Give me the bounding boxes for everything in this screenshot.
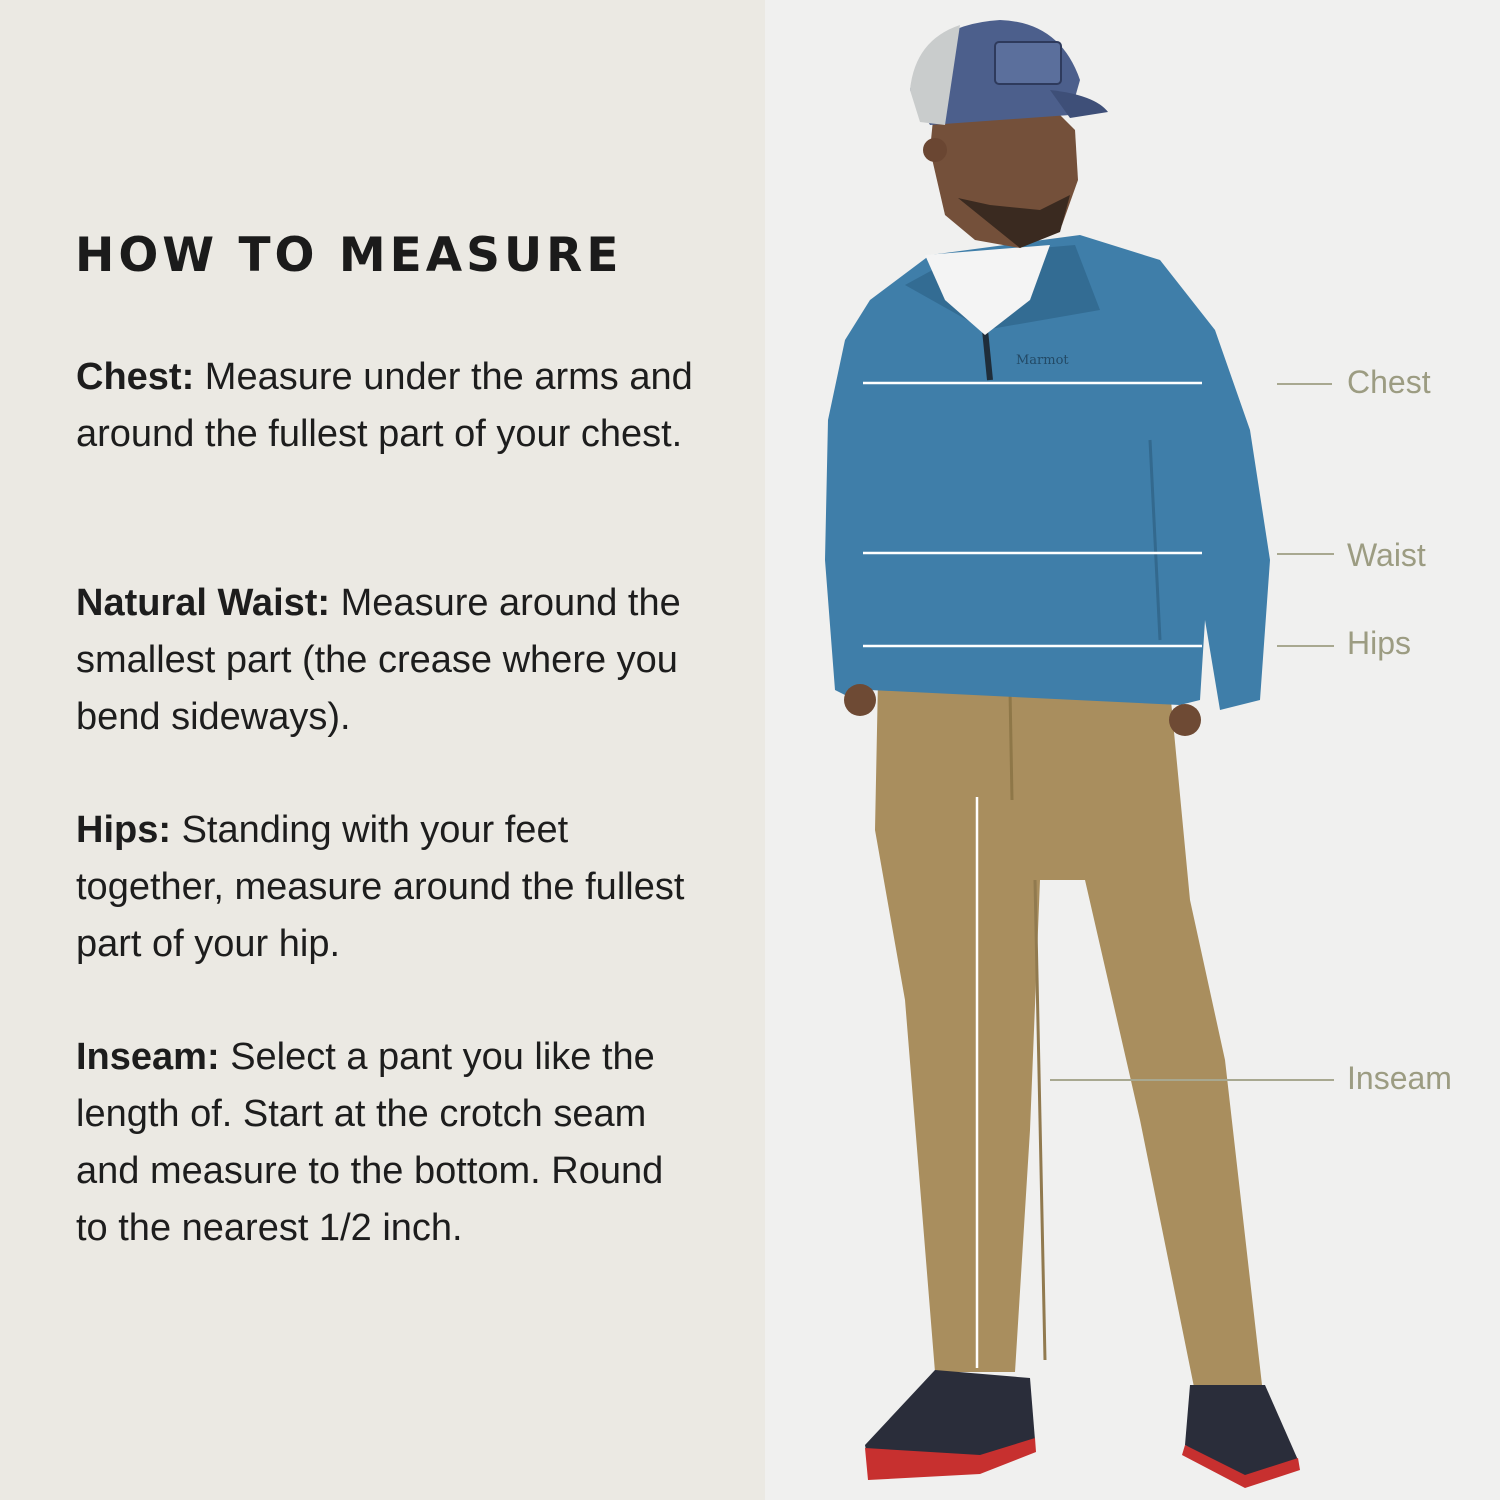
shoes (865, 1370, 1300, 1488)
hips-label: Hips (1347, 625, 1412, 661)
hips-term: Hips: (76, 809, 171, 851)
waist-label: Waist (1347, 537, 1426, 573)
cap (910, 20, 1108, 125)
waist-term: Natural Waist: (76, 582, 331, 624)
waist-text: Measure around the smallest part (the crease where you bend sideways). (76, 582, 681, 738)
hips-text: Standing with your feet together, measure around the fullest part of your hip. (76, 809, 685, 965)
page-title: HOW TO MEASURE (75, 228, 623, 283)
right-hand (1169, 704, 1201, 736)
pants (875, 680, 1262, 1392)
left-hand (844, 684, 876, 716)
hips-instruction (76, 802, 696, 973)
inseam-instruction (76, 1029, 696, 1257)
chest-instruction (76, 349, 696, 463)
hips-label-tick (1277, 645, 1334, 647)
inseam-label: Inseam (1347, 1060, 1452, 1096)
hoodie (825, 235, 1270, 710)
model-figure (765, 0, 1500, 1500)
chest-label: Chest (1347, 364, 1431, 400)
waist-instruction (76, 575, 696, 746)
chest-text: Measure under the arms and around the fullest part of your chest. (76, 356, 693, 455)
inseam-text: Select a pant you like the length of. Start at the crotch seam and measure to the bottom. Round to the nearest 1/2 inch. (76, 1036, 664, 1249)
inseam-term: Inseam: (76, 1036, 220, 1078)
inseam-label-tick (1050, 1079, 1334, 1081)
waist-label-tick (1277, 553, 1334, 555)
chest-term: Chest: (76, 356, 195, 398)
chest-label-tick (1277, 383, 1332, 385)
brand-logo-text: Marmot (1016, 353, 1069, 368)
